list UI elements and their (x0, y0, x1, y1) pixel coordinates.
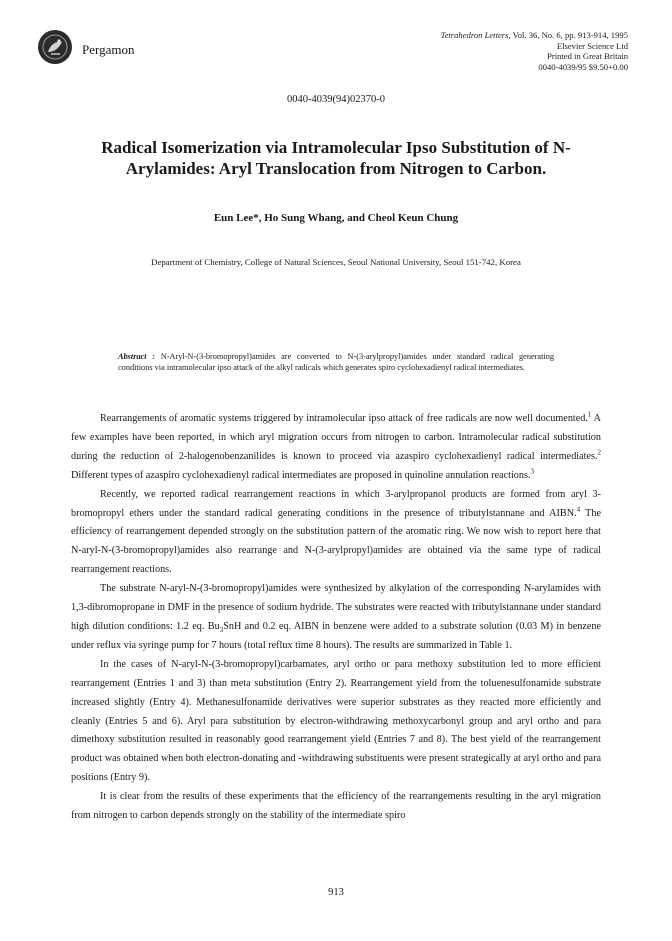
publisher-logo (38, 30, 72, 64)
paragraph-1: Rearrangements of aromatic systems triggered by intramolecular ipso attack of free radicals are now well documented.$^1$ A few examples have been reported, in which aryl migration occurs from nitrogen to carbon. Intramolecular radical substitution during the reduction of 2-halogenobenzanilides is known to proceed via azaspiro cyclohexadienyl radical intermediates.$^2$ Different types of azaspiro cyclohexadienyl radical intermediates are proposed in quinoline annulation reactions.$^3$ (71, 410, 601, 481)
page-number: 913 (328, 887, 344, 898)
citation-ref: 4 (576, 505, 581, 514)
journal-name: Tetrahedron Letters (440, 30, 509, 40)
paragraph-5: It is clear from the results of these experiments that the efficiency of the rearrangements resulting in the aryl migration from nitrogen to carbon depends strongly on the stability of the intermediate spiro (71, 791, 601, 822)
abstract-text: N-Aryl-N-(3-bromopropyl)amides are converted to N-(3-arylpropyl)amides under standard radical generating conditions via intramolecular ipso attack of the alkyl radicals which generates spiro cyclohexadienyl radical intermediates. (118, 352, 554, 372)
paragraph-3: The substrate N-aryl-N-(3-bromopropyl)amides were synthesized by alkylation of the corresponding N-arylamides with 1,3-dibromopropane in DMF in the presence of sodium hydride. The substrates were reacted with tributylstannane under standard high dilution conditions: 1.2 eq. $Bu_3SnH$ and 0.2 eq. AIBN in benzene were added to a substrate solution (0.03 M) in benzene under reflux via syringe pump for 7 hours (total reflux time 8 hours). The results are summarized in Table 1. (71, 583, 601, 651)
journal-info (358, 30, 628, 72)
publisher-line: Elsevier Science Ltd (556, 40, 628, 51)
abstract (118, 351, 554, 373)
issn-price: 0040-4039/95 $9.50+0.00 (538, 61, 628, 72)
subscript: 3 (219, 626, 224, 634)
author-list: Eun Lee*, Ho Sung Whang, and Cheol Keun Chung (213, 212, 459, 224)
paragraph-4: In the cases of N-aryl-N-(3-bromopropyl)carbamates, aryl ortho or para methoxy substitution led to more efficient rearrangement (Entries 1 and 3) than meta substitution (Entry 2). Rearrangement yield from the toluenesulfonamide substrate increased slightly (Entry 4). Methanesulfonamide derivatives were superior substrates as they reacted more efficiently and cleanly (Entries 5 and 6). Aryl para substitution by electron-withdrawing methoxycarbonyl group and aryl ortho and para dimethoxy substitution resulted in reasonably good rearrangement yield (Entries 7 and 8). The best yield of the rearrangement product was obtained when both electron-donating and -withdrawing substituents were present strategically at aryl ortho and para positions (Entry 9). (71, 658, 601, 784)
publisher-name: Pergamon (82, 42, 135, 57)
pergamon-emblem-icon (38, 30, 72, 64)
journal-citation: Tetrahedron Letters, Vol. 36, No. 6, pp. 913-914, 1995 (440, 30, 628, 40)
affiliation: Department of Chemistry, College of Natural Sciences, Seoul National University, Seoul 151-742, Korea (151, 257, 521, 267)
paragraph-2: Recently, we reported radical rearrangement reactions in which 3-arylpropanol products are formed from aryl 3-bromopropyl ethers under the standard radical generating conditions in the presence of tributylstannane and AIBN.$^4$ The efficiency of rearrangement depended strongly on the substitution pattern of the aromatic ring. We now wish to report here that N-aryl-N-(3-bromopropyl)amides also rearrange and N-(3-arylpropyl)amides are obtained via the same type of radical rearrangement reactions. (71, 488, 601, 576)
abstract-label: Abstract : (118, 352, 156, 361)
printed-line: Printed in Great Britain (547, 51, 628, 62)
paper-title: Radical Isomerization via Intramolecular Ipso Substitution of N-Arylamides: Aryl Translocation from Nitrogen to Carbon. (101, 138, 571, 178)
citation-ref: 2 (597, 448, 601, 457)
citation-ref: 1 (587, 410, 592, 419)
citation-ref: 3 (530, 467, 534, 476)
body-text (71, 410, 601, 826)
doi-code: 0040-4039(94)02370-0 (287, 94, 385, 105)
